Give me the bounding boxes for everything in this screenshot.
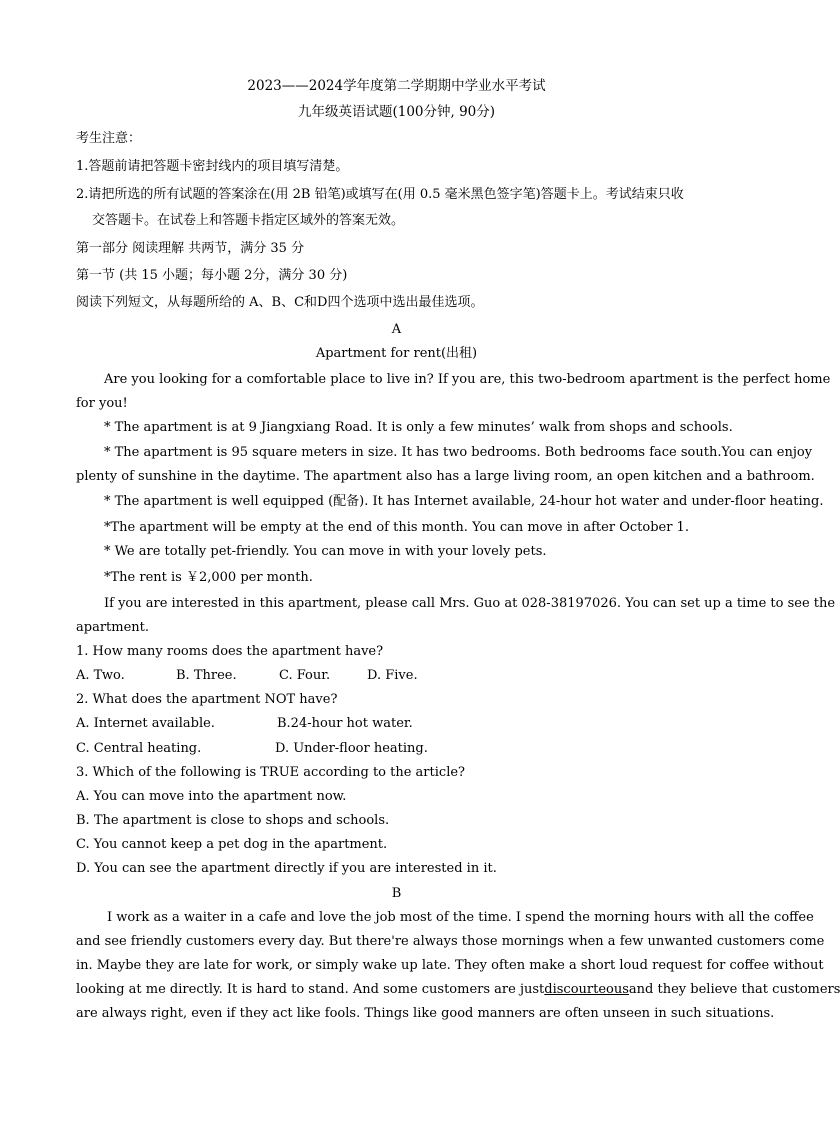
notice-item-2-line-1: 2.请把所选的所有试题的答案涂在(用 2B 铅笔)或填写在(用 0.5 毫米黑色签字笔)答题卡上。考试结束只收 bbox=[76, 187, 684, 202]
question-1-option-a[interactable]: A. Two. bbox=[76, 668, 125, 683]
exam-title: 2023——2024学年度第二学期期中学业水平考试 bbox=[247, 78, 546, 94]
question-2-option-c[interactable]: C. Central heating. bbox=[76, 741, 202, 756]
question-2-stem: 2. What does the apartment NOT have? bbox=[76, 692, 338, 707]
part1-heading: 第一部分 阅读理解 共两节，满分 35 分 bbox=[76, 241, 305, 256]
passage-b-label: B bbox=[391, 886, 402, 901]
question-1-stem: 1. How many rooms does the apartment have? bbox=[76, 644, 384, 659]
vocab-word-discourteous: discourteous bbox=[544, 982, 629, 997]
passage-a-point-1: * The apartment is at 9 Jiangxiang Road. It is only a few minutes’ walk from shops and schools. bbox=[104, 420, 733, 435]
question-3-stem: 3. Which of the following is TRUE according to the article? bbox=[76, 765, 466, 780]
question-2-option-b[interactable]: B.24-hour hot water. bbox=[277, 716, 413, 731]
notice-item-2-line-2: 交答题卡。在试卷上和答题卡指定区域外的答案无效。 bbox=[92, 213, 405, 228]
passage-b-line-4-text: looking at me directly. It is hard to stand. And some customers are just bbox=[76, 982, 545, 997]
passage-a-point-3: * The apartment is well equipped (配备). It has Internet available, 24-hour hot water and under-floor heating. bbox=[104, 494, 824, 509]
question-3-option-a[interactable]: A. You can move into the apartment now. bbox=[76, 789, 347, 804]
passage-b-line-4-rest: and they believe that customers bbox=[628, 982, 840, 997]
question-3-option-b[interactable]: B. The apartment is close to shops and schools. bbox=[76, 813, 390, 828]
passage-a-contact-line-2: apartment. bbox=[76, 620, 150, 635]
question-1-option-b[interactable]: B. Three. bbox=[176, 668, 237, 683]
passage-a-point-2-line-1: * The apartment is 95 square meters in size. It has two bedrooms. Both bedrooms face south.You can enjoy bbox=[104, 445, 813, 460]
passage-a-point-4: *The apartment will be empty at the end of this month. You can move in after October 1. bbox=[104, 520, 689, 535]
question-2-option-d[interactable]: D. Under-floor heating. bbox=[275, 741, 428, 756]
question-1-option-d[interactable]: D. Five. bbox=[367, 668, 418, 683]
passage-a-intro-line-2: for you! bbox=[76, 396, 128, 411]
exam-subtitle: 九年级英语试题(100分钟, 90分) bbox=[297, 104, 496, 120]
section1-heading: 第一节 (共 15 小题；每小题 2分，满分 30 分) bbox=[76, 268, 348, 283]
passage-a-point-5: * We are totally pet-friendly. You can move in with your lovely pets. bbox=[104, 544, 547, 559]
question-3-option-c[interactable]: C. You cannot keep a pet dog in the apartment. bbox=[76, 837, 388, 852]
passage-b-line-4 bbox=[76, 982, 840, 998]
passage-b-line-5: are always right, even if they act like fools. Things like good manners are often unseen in such situations. bbox=[76, 1006, 775, 1021]
passage-b-line-3: in. Maybe they are late for work, or simply wake up late. They often make a short loud request for coffee without bbox=[76, 958, 824, 973]
question-3-option-d[interactable]: D. You can see the apartment directly if you are interested in it. bbox=[76, 861, 497, 876]
passage-a-intro-line-1: Are you looking for a comfortable place to live in? If you are, this two-bedroom apartment is the perfect home bbox=[104, 372, 831, 387]
passage-a-contact-line-1: If you are interested in this apartment, please call Mrs. Guo at 028-38197026. You can set up a time to see the bbox=[104, 596, 836, 611]
notice-heading: 考生注意： bbox=[76, 131, 142, 146]
passage-b-line-2: and see friendly customers every day. But there're always those mornings when a few unwanted customers come bbox=[76, 934, 825, 949]
passage-b-line-1: I work as a waiter in a cafe and love the job most of the time. I spend the morning hours with all the coffee bbox=[107, 910, 814, 925]
passage-a-label: A bbox=[391, 322, 402, 337]
instruction: 阅读下列短文，从每题所给的 A、B、C和D四个选项中选出最佳选项。 bbox=[76, 295, 484, 310]
passage-a-point-6: *The rent is ￥2,000 per month. bbox=[104, 570, 313, 585]
question-1-option-c[interactable]: C. Four. bbox=[279, 668, 331, 683]
passage-a-title: Apartment for rent(出租) bbox=[315, 346, 478, 361]
passage-a-point-2-line-2: plenty of sunshine in the daytime. The apartment also has a large living room, an open kitchen and a bathroom. bbox=[76, 469, 815, 484]
notice-item-1: 1.答题前请把答题卡密封线内的项目填写清楚。 bbox=[76, 159, 349, 174]
question-2-option-a[interactable]: A. Internet available. bbox=[76, 716, 215, 731]
